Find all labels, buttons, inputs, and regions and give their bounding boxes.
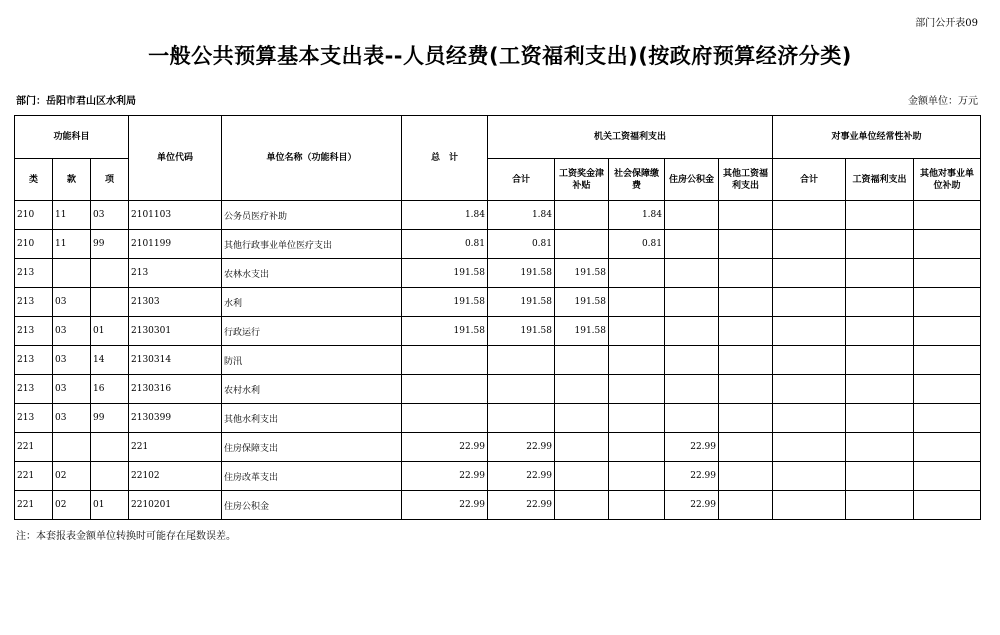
cell-lei: 213 — [15, 288, 53, 317]
cell-gov-salary — [555, 375, 609, 404]
cell-unit-name: 农村水利 — [222, 375, 402, 404]
col-unit-name: 单位名称（功能科目） — [222, 116, 402, 201]
cell-ent-subtotal — [773, 346, 846, 375]
cell-total — [402, 375, 488, 404]
cell-gov-other — [719, 404, 773, 433]
cell-gov-subtotal: 0.81 — [488, 230, 555, 259]
cell-unit-name: 公务员医疗补助 — [222, 201, 402, 230]
cell-unit-name: 农林水支出 — [222, 259, 402, 288]
cell-ent-other — [914, 375, 981, 404]
footnote: 注：本套报表金额单位转换时可能存在尾数误差。 — [16, 531, 236, 542]
cell-total — [402, 346, 488, 375]
table-row — [15, 404, 981, 433]
table-row — [15, 201, 981, 230]
table-row — [15, 317, 981, 346]
cell-lei: 221 — [15, 491, 53, 520]
cell-gov-housing — [665, 317, 719, 346]
cell-unit-name: 其他行政事业单位医疗支出 — [222, 230, 402, 259]
cell-xiang: 16 — [91, 375, 129, 404]
cell-kuan: 03 — [53, 404, 91, 433]
cell-xiang: 01 — [91, 491, 129, 520]
cell-ent-salary — [846, 288, 914, 317]
cell-unit-code: 2210201 — [129, 491, 222, 520]
cell-gov-housing — [665, 230, 719, 259]
cell-kuan — [53, 433, 91, 462]
cell-unit-code: 213 — [129, 259, 222, 288]
department-label: 部门：岳阳市君山区水利局 — [16, 96, 136, 107]
table-row — [15, 230, 981, 259]
cell-gov-housing: 22.99 — [665, 491, 719, 520]
cell-total: 0.81 — [402, 230, 488, 259]
cell-gov-salary — [555, 404, 609, 433]
cell-unit-code: 2101199 — [129, 230, 222, 259]
col-gov-other: 其他工资福利支出 — [719, 159, 773, 201]
cell-unit-name: 水利 — [222, 288, 402, 317]
table-row — [15, 462, 981, 491]
page-title: 一般公共预算基本支出表--人员经费(工资福利支出)(按政府预算经济分类) — [148, 44, 852, 68]
cell-gov-social — [609, 462, 665, 491]
cell-gov-other — [719, 346, 773, 375]
cell-ent-other — [914, 259, 981, 288]
cell-lei: 210 — [15, 230, 53, 259]
table-row — [15, 433, 981, 462]
cell-ent-salary — [846, 317, 914, 346]
cell-gov-other — [719, 433, 773, 462]
cell-gov-housing — [665, 375, 719, 404]
col-ent-subtotal: 合计 — [773, 159, 846, 201]
cell-unit-code: 2130399 — [129, 404, 222, 433]
col-ent-salary: 工资福利支出 — [846, 159, 914, 201]
cell-ent-salary — [846, 404, 914, 433]
cell-gov-housing — [665, 201, 719, 230]
cell-gov-other — [719, 491, 773, 520]
cell-kuan: 03 — [53, 317, 91, 346]
cell-gov-other — [719, 288, 773, 317]
cell-lei: 213 — [15, 259, 53, 288]
table-row — [15, 259, 981, 288]
cell-lei: 213 — [15, 375, 53, 404]
cell-ent-other — [914, 404, 981, 433]
cell-ent-salary — [846, 259, 914, 288]
cell-ent-salary — [846, 462, 914, 491]
cell-gov-social — [609, 404, 665, 433]
cell-ent-other — [914, 491, 981, 520]
cell-gov-housing: 22.99 — [665, 433, 719, 462]
cell-gov-subtotal: 22.99 — [488, 491, 555, 520]
cell-gov-salary: 191.58 — [555, 288, 609, 317]
col-gov-social: 社会保障缴费 — [609, 159, 665, 201]
cell-gov-subtotal: 191.58 — [488, 317, 555, 346]
cell-gov-salary — [555, 491, 609, 520]
cell-ent-other — [914, 288, 981, 317]
col-func-subject: 功能科目 — [15, 116, 129, 159]
cell-gov-social: 1.84 — [609, 201, 665, 230]
cell-unit-name: 住房公积金 — [222, 491, 402, 520]
table-row — [15, 491, 981, 520]
cell-unit-code: 2130316 — [129, 375, 222, 404]
cell-unit-code: 21303 — [129, 288, 222, 317]
cell-ent-salary — [846, 346, 914, 375]
cell-gov-social — [609, 375, 665, 404]
col-ent-other: 其他对事业单位补助 — [914, 159, 981, 201]
cell-gov-other — [719, 201, 773, 230]
cell-kuan: 03 — [53, 346, 91, 375]
cell-gov-subtotal: 191.58 — [488, 259, 555, 288]
col-kuan: 款 — [53, 159, 91, 201]
cell-xiang: 03 — [91, 201, 129, 230]
cell-ent-salary — [846, 375, 914, 404]
amount-unit-label: 金额单位：万元 — [908, 96, 978, 107]
cell-ent-other — [914, 230, 981, 259]
cell-ent-subtotal — [773, 317, 846, 346]
cell-xiang: 01 — [91, 317, 129, 346]
cell-ent-salary — [846, 230, 914, 259]
cell-gov-salary — [555, 433, 609, 462]
cell-gov-subtotal — [488, 346, 555, 375]
cell-xiang: 99 — [91, 230, 129, 259]
cell-ent-subtotal — [773, 491, 846, 520]
col-unit-code: 单位代码 — [129, 116, 222, 201]
cell-gov-social — [609, 491, 665, 520]
cell-gov-social — [609, 317, 665, 346]
cell-ent-other — [914, 346, 981, 375]
col-xiang: 项 — [91, 159, 129, 201]
cell-unit-name: 行政运行 — [222, 317, 402, 346]
cell-ent-subtotal — [773, 462, 846, 491]
cell-ent-other — [914, 433, 981, 462]
cell-gov-salary — [555, 201, 609, 230]
cell-lei: 213 — [15, 346, 53, 375]
cell-lei: 213 — [15, 317, 53, 346]
cell-ent-subtotal — [773, 201, 846, 230]
cell-kuan: 02 — [53, 462, 91, 491]
cell-lei: 221 — [15, 462, 53, 491]
form-number: 部门公开表09 — [915, 18, 978, 29]
cell-total: 191.58 — [402, 288, 488, 317]
cell-gov-housing — [665, 404, 719, 433]
cell-unit-name: 住房改革支出 — [222, 462, 402, 491]
cell-gov-subtotal: 1.84 — [488, 201, 555, 230]
cell-ent-other — [914, 201, 981, 230]
budget-table — [14, 115, 981, 520]
cell-kuan: 11 — [53, 230, 91, 259]
cell-gov-salary — [555, 346, 609, 375]
cell-unit-code: 22102 — [129, 462, 222, 491]
cell-ent-other — [914, 317, 981, 346]
cell-gov-other — [719, 317, 773, 346]
cell-total: 1.84 — [402, 201, 488, 230]
cell-ent-subtotal — [773, 404, 846, 433]
cell-ent-subtotal — [773, 375, 846, 404]
cell-total: 191.58 — [402, 259, 488, 288]
cell-xiang — [91, 462, 129, 491]
cell-gov-social — [609, 288, 665, 317]
cell-gov-salary — [555, 230, 609, 259]
cell-gov-subtotal — [488, 375, 555, 404]
cell-total: 22.99 — [402, 462, 488, 491]
cell-gov-housing — [665, 288, 719, 317]
cell-gov-salary: 191.58 — [555, 259, 609, 288]
cell-gov-social — [609, 433, 665, 462]
cell-unit-name: 住房保障支出 — [222, 433, 402, 462]
cell-gov-other — [719, 375, 773, 404]
cell-total: 191.58 — [402, 317, 488, 346]
cell-gov-other — [719, 462, 773, 491]
cell-gov-other — [719, 259, 773, 288]
col-gov-subtotal: 合计 — [488, 159, 555, 201]
cell-gov-salary — [555, 462, 609, 491]
cell-kuan: 03 — [53, 288, 91, 317]
cell-kuan: 02 — [53, 491, 91, 520]
cell-ent-subtotal — [773, 230, 846, 259]
col-lei: 类 — [15, 159, 53, 201]
cell-kuan: 03 — [53, 375, 91, 404]
cell-ent-salary — [846, 201, 914, 230]
cell-unit-code: 2101103 — [129, 201, 222, 230]
cell-total — [402, 404, 488, 433]
cell-gov-social — [609, 259, 665, 288]
cell-total: 22.99 — [402, 491, 488, 520]
cell-lei: 221 — [15, 433, 53, 462]
cell-unit-code: 2130314 — [129, 346, 222, 375]
cell-xiang — [91, 259, 129, 288]
cell-gov-subtotal: 22.99 — [488, 433, 555, 462]
table-row — [15, 346, 981, 375]
cell-unit-code: 2130301 — [129, 317, 222, 346]
table-row — [15, 375, 981, 404]
cell-ent-subtotal — [773, 433, 846, 462]
cell-gov-housing — [665, 346, 719, 375]
cell-xiang — [91, 288, 129, 317]
cell-unit-code: 221 — [129, 433, 222, 462]
cell-kuan: 11 — [53, 201, 91, 230]
cell-ent-salary — [846, 491, 914, 520]
cell-gov-housing: 22.99 — [665, 462, 719, 491]
col-ent-group: 对事业单位经常性补助 — [773, 116, 981, 159]
cell-ent-other — [914, 462, 981, 491]
cell-unit-name: 防汛 — [222, 346, 402, 375]
cell-lei: 210 — [15, 201, 53, 230]
cell-lei: 213 — [15, 404, 53, 433]
cell-ent-subtotal — [773, 288, 846, 317]
table-row — [15, 288, 981, 317]
col-gov-group: 机关工资福利支出 — [488, 116, 773, 159]
cell-total: 22.99 — [402, 433, 488, 462]
cell-gov-subtotal — [488, 404, 555, 433]
cell-gov-other — [719, 230, 773, 259]
cell-ent-salary — [846, 433, 914, 462]
col-gov-housing: 住房公积金 — [665, 159, 719, 201]
cell-gov-social: 0.81 — [609, 230, 665, 259]
cell-gov-social — [609, 346, 665, 375]
cell-gov-salary: 191.58 — [555, 317, 609, 346]
cell-xiang — [91, 433, 129, 462]
col-gov-salary: 工资奖金津补贴 — [555, 159, 609, 201]
cell-gov-subtotal: 191.58 — [488, 288, 555, 317]
cell-gov-housing — [665, 259, 719, 288]
cell-ent-subtotal — [773, 259, 846, 288]
cell-gov-subtotal: 22.99 — [488, 462, 555, 491]
cell-kuan — [53, 259, 91, 288]
cell-unit-name: 其他水利支出 — [222, 404, 402, 433]
cell-xiang: 14 — [91, 346, 129, 375]
cell-xiang: 99 — [91, 404, 129, 433]
col-total: 总 计 — [402, 116, 488, 201]
